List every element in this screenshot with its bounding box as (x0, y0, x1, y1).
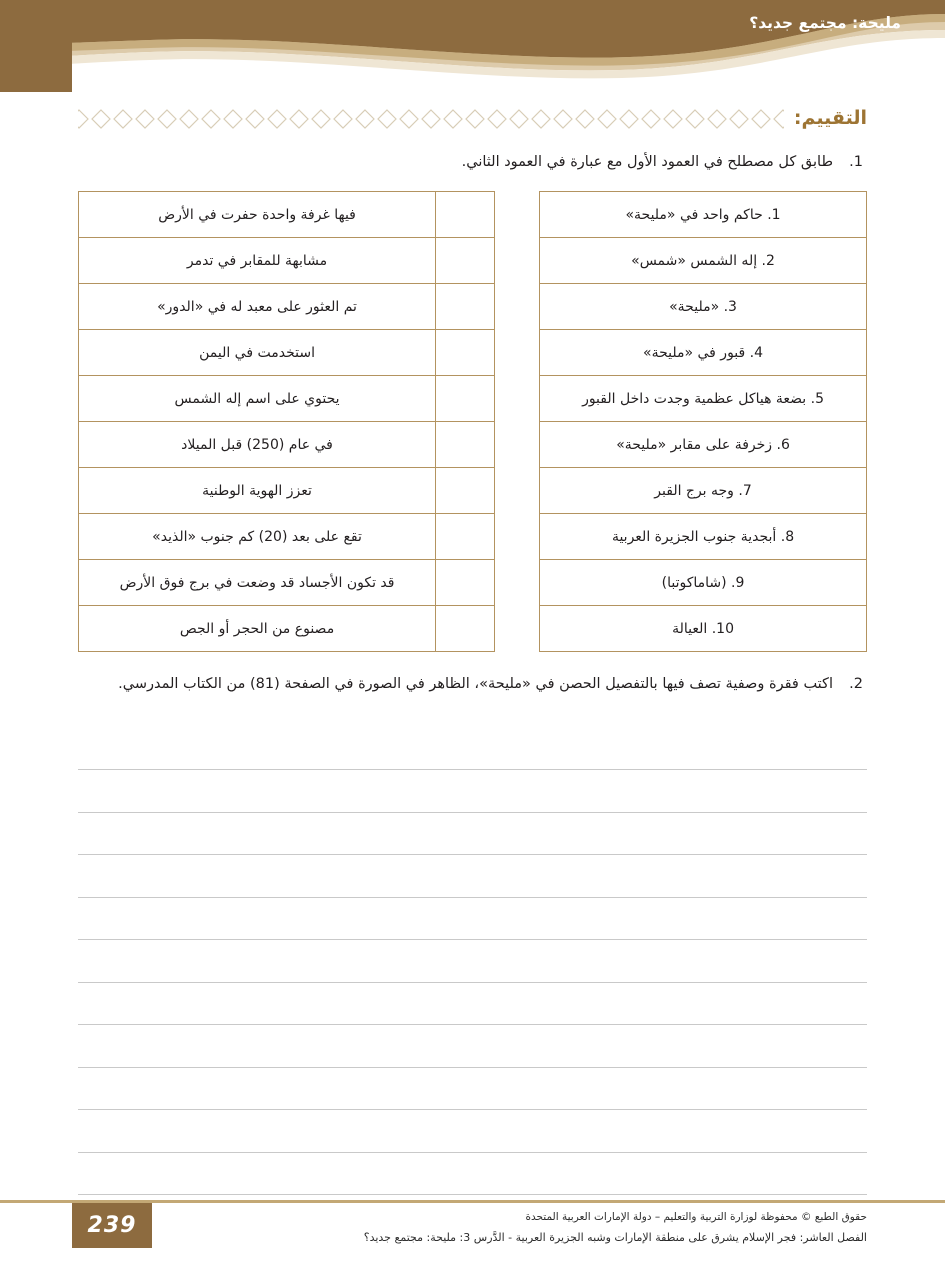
statement-cell: فيها غرفة واحدة حفرت في الأرض (79, 192, 436, 238)
question-2-number: 2. (849, 676, 863, 693)
term-cell: 2. إله الشمس «شمس» (540, 238, 867, 284)
statement-cell: في عام (250) قبل الميلاد (79, 422, 436, 468)
answer-box[interactable] (436, 192, 495, 238)
left-margin-top-block (0, 0, 72, 92)
statement-cell: يحتوي على اسم إله الشمس (79, 376, 436, 422)
writing-line[interactable] (78, 1068, 867, 1111)
page-number: 239 (72, 1203, 152, 1248)
footer-copyright: حقوق الطبع © محفوظة لوزارة التربية والتعليم – دولة الإمارات العربية المتحدة (525, 1211, 867, 1223)
table-row (79, 238, 495, 284)
table-row (540, 376, 867, 422)
evaluation-heading-row (78, 106, 867, 130)
term-cell: 7. وجه برج القبر (540, 468, 867, 514)
table-row (79, 422, 495, 468)
statement-cell: تقع على بعد (20) كم جنوب «الذيد» (79, 514, 436, 560)
table-row (540, 330, 867, 376)
writing-line[interactable] (78, 770, 867, 813)
page-footer (0, 1200, 945, 1276)
answer-box[interactable] (436, 376, 495, 422)
footer-text-block (364, 1208, 867, 1249)
writing-line[interactable] (78, 1025, 867, 1068)
writing-line[interactable] (78, 1110, 867, 1153)
table-row (540, 514, 867, 560)
term-cell: 1. حاكم واحد في «مليحة» (540, 192, 867, 238)
term-cell: 5. بضعة هياكل عظمية وجدت داخل القبور (540, 376, 867, 422)
table-row (79, 376, 495, 422)
term-cell: 9. (شاماكوتبا) (540, 560, 867, 606)
term-cell: 8. أبجدية جنوب الجزيرة العربية (540, 514, 867, 560)
terms-table (539, 191, 867, 652)
statement-cell: تم العثور على معبد له في «الدور» (79, 284, 436, 330)
writing-line[interactable] (78, 1153, 867, 1196)
answer-box[interactable] (436, 422, 495, 468)
answer-box[interactable] (436, 284, 495, 330)
writing-line[interactable] (78, 813, 867, 856)
term-cell: 4. قبور في «مليحة» (540, 330, 867, 376)
statement-cell: استخدمت في اليمن (79, 330, 436, 376)
answer-box[interactable] (436, 330, 495, 376)
page-content (0, 98, 945, 1195)
footer-chapter: الفصل العاشر: فجر الإسلام يشرق على منطقة الإمارات وشبه الجزيرة العربية - الدَّرس 3: مليحة: مجتمع جديد؟ (363, 1230, 867, 1244)
question-1-text: طابق كل مصطلح في العمود الأول مع عبارة في العمود الثاني. (461, 154, 833, 170)
writing-lines[interactable] (78, 728, 867, 1196)
table-row (79, 284, 495, 330)
table-row (540, 422, 867, 468)
question-2-text: اكتب فقرة وصفية تصف فيها بالتفصيل الحصن في «مليحة»، الظاهر في الصورة في الصفحة (81) من الكتاب المدرسي. (118, 676, 833, 693)
answer-box[interactable] (436, 514, 495, 560)
writing-line[interactable] (78, 855, 867, 898)
table-row (79, 560, 495, 606)
term-cell: 10. العيالة (540, 606, 867, 652)
diamond-divider (78, 108, 784, 130)
answer-box[interactable] (436, 238, 495, 284)
statement-cell: قد تكون الأجساد قد وضعت في برج فوق الأرض (79, 560, 436, 606)
table-row (79, 514, 495, 560)
statement-cell: مشابهة للمقابر في تدمر (79, 238, 436, 284)
evaluation-heading: التقييم: (793, 107, 867, 129)
table-row (540, 284, 867, 330)
table-row (540, 468, 867, 514)
question-2 (78, 672, 867, 697)
table-row (79, 468, 495, 514)
writing-line[interactable] (78, 983, 867, 1026)
table-row (540, 606, 867, 652)
table-row (540, 560, 867, 606)
question-1-number: 1. (849, 154, 863, 170)
answer-box[interactable] (436, 468, 495, 514)
writing-line[interactable] (78, 940, 867, 983)
writing-line[interactable] (78, 898, 867, 941)
statement-cell: مصنوع من الحجر أو الجص (79, 606, 436, 652)
table-row (540, 192, 867, 238)
page-header-title: مليحة: مجتمع جديد؟ (749, 14, 901, 32)
matching-exercise (78, 191, 867, 652)
writing-line[interactable] (78, 728, 867, 771)
question-1 (78, 150, 867, 175)
table-row (79, 330, 495, 376)
table-row (540, 238, 867, 284)
term-cell: 6. زخرفة على مقابر «مليحة» (540, 422, 867, 468)
answer-box[interactable] (436, 606, 495, 652)
statements-table (78, 191, 495, 652)
answer-box[interactable] (436, 560, 495, 606)
footer-left-block (0, 1203, 72, 1276)
statement-cell: تعزز الهوية الوطنية (79, 468, 436, 514)
table-row (79, 192, 495, 238)
table-row (79, 606, 495, 652)
term-cell: 3. «مليحة» (540, 284, 867, 330)
